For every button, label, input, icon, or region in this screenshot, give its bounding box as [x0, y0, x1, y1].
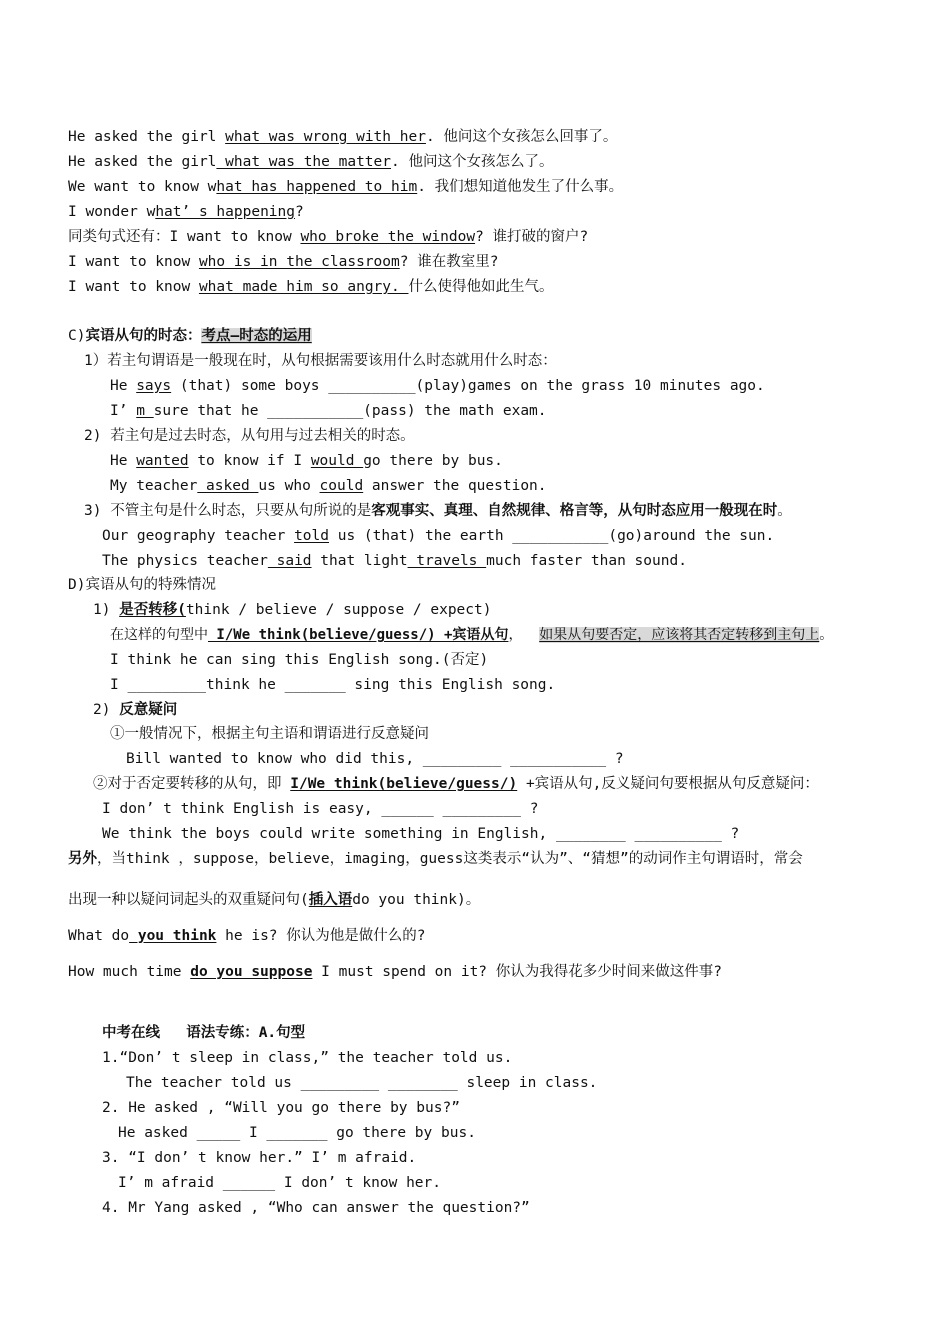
exercise-line: 2. He asked , “Will you go there by bus?” — [102, 1100, 460, 1116]
rule-line: 2) 若主句是过去时态，从句用与过去相关的时态。 — [84, 428, 415, 444]
example-line: 同类句式还有：I want to know who broke the window? 谁打破的窗户? — [68, 229, 589, 245]
subsection-heading: 1) 是否转移(think / believe / suppose / expect) — [93, 602, 492, 618]
exercise-line: I’ m afraid ______ I don’ t know her. — [118, 1175, 442, 1191]
exercise-line: We think the boys could write something in English, ________ __________ ? — [102, 826, 740, 842]
rule-line: 1）若主句谓语是一般现在时，从句根据需要该用什么时态就用什么时态： — [84, 353, 557, 369]
rule-line: 在这样的句型中 I/We think(believe/guess/) +宾语从句， 如果从句要否定，应该将其否定转移到主句上。 — [110, 627, 834, 643]
rule-line: 3) 不管主句是什么时态，只要从句所说的是客观事实、真理、自然规律、格言等，从句时态应用一般现在时。 — [84, 503, 792, 519]
example-line: I want to know who is in the classroom? 谁在教室里? — [68, 254, 499, 270]
exercise-line: 3. “I don’ t know her.” I’ m afraid. — [102, 1150, 417, 1166]
exercise-line: He asked _____ I _______ go there by bus. — [118, 1125, 476, 1141]
example-line: He asked the girl what was the matter. 他问这个女孩怎么了。 — [68, 154, 554, 170]
example-line: What do you think he is? 你认为他是做什么的? — [68, 928, 426, 944]
example-line: We want to know what has happened to him. 我们想知道他发生了什么事。 — [68, 179, 624, 195]
example-line: I wonder what’ s happening? — [68, 204, 304, 220]
example-line: He wanted to know if I would go there by bus. — [110, 453, 503, 469]
example-line: My teacher asked us who could answer the question. — [110, 478, 547, 494]
example-line: I’ m sure that he ___________(pass) the math exam. — [110, 403, 547, 419]
exercise-line: 4. Mr Yang asked , “Who can answer the question?” — [102, 1200, 530, 1216]
paragraph-line: 出现一种以疑问词起头的双重疑问句(插入语do you think)。 — [68, 892, 481, 908]
exercise-line: 1.“Don’ t sleep in class,” the teacher told us. — [102, 1050, 513, 1066]
exercise-line: I don’ t think English is easy, ______ _________ ? — [102, 801, 539, 817]
exercise-heading: 中考在线 语法专练：A.句型 — [102, 1025, 306, 1041]
exercise-line: I _________think he _______ sing this English song. — [110, 677, 556, 693]
rule-line: ①一般情况下，根据主句主语和谓语进行反意疑问 — [110, 726, 429, 742]
exercise-line: Bill wanted to know who did this, _________ ___________ ? — [126, 751, 624, 767]
subsection-heading: 2) 反意疑问 — [93, 702, 178, 718]
example-line: He asked the girl what was wrong with her. 他问这个女孩怎么回事了。 — [68, 129, 618, 145]
example-line: I want to know what made him so angry. 什么使得他如此生气。 — [68, 279, 554, 295]
section-heading: D)宾语从句的特殊情况 — [68, 577, 216, 593]
example-line: He says (that) some boys __________(play)games on the grass 10 minutes ago. — [110, 378, 765, 394]
example-line: The physics teacher said that light travels much faster than sound. — [102, 553, 687, 569]
example-line: How much time do you suppose I must spend on it? 你认为我得花多少时间来做这件事? — [68, 964, 722, 980]
example-line: I think he can sing this English song.(否定) — [110, 652, 489, 668]
section-heading: C)宾语从句的时态：考点—时态的运用 — [68, 328, 312, 344]
rule-line: ②对于否定要转移的从句，即 I/We think(believe/guess/) +宾语从句,反义疑问句要根据从句反意疑问： — [93, 776, 819, 792]
example-line: Our geography teacher told us (that) the earth ___________(go)around the sun. — [102, 528, 775, 544]
paragraph-line: 另外，当think ，suppose，believe，imaging，guess这类表示“认为”、“猜想”的动词作主句谓语时，常会 — [68, 851, 803, 867]
exercise-line: The teacher told us _________ ________ sleep in class. — [126, 1075, 598, 1091]
